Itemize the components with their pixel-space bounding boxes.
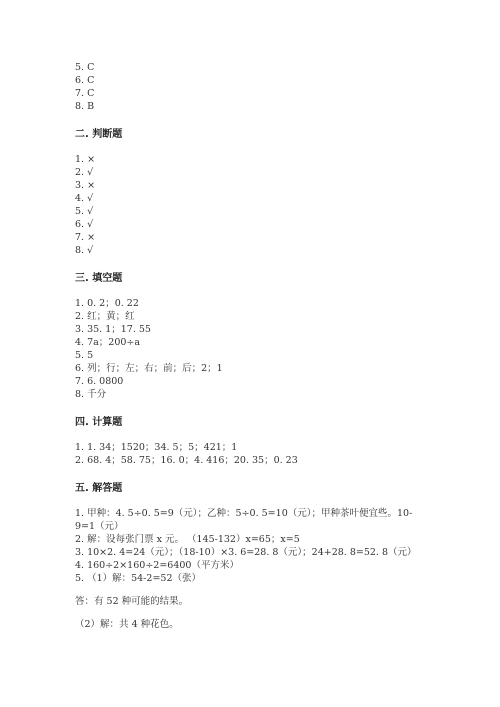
list-item: 5. C xyxy=(75,62,95,73)
list-item: 2. 68. 4；58. 75；16. 0；4. 416；20. 35；0. 23 xyxy=(75,455,298,466)
section-heading-word-problems: 五. 解答题 xyxy=(75,483,123,494)
list-item: 5. √ xyxy=(75,206,94,217)
list-item: 1. 1. 34；1520；34. 5；5；421；1 xyxy=(75,442,238,453)
list-item: 6. 列；行；左；右；前；后；2；1 xyxy=(75,363,223,374)
list-item: 1. 0. 2；0. 22 xyxy=(75,298,139,309)
list-item: 4. 7a；200÷a xyxy=(75,337,141,348)
list-item: 7. C xyxy=(75,88,95,99)
list-item: 3. × xyxy=(75,180,96,191)
list-item: 3. 10×2. 4=24（元）；（18-10）×3. 6=28. 8（元）；24+28. 8=52. 8（元） xyxy=(75,547,417,558)
list-item: 5. 5 xyxy=(75,350,94,361)
judgement-answers xyxy=(75,153,435,257)
list-item: 8. B xyxy=(75,101,95,112)
list-item: 5. （1）解：54-2=52（张） xyxy=(75,573,202,584)
answer-statement: 答：有 52 种可能的结果。 xyxy=(75,596,189,607)
answer-sheet xyxy=(75,61,435,631)
list-item: 6. C xyxy=(75,75,95,86)
answer-part-two: （2）解：共 4 种花色。 xyxy=(75,619,179,630)
list-item: 4. 160÷2×160÷2=6400（平方米） xyxy=(75,560,239,571)
list-item: 3. 35. 1；17. 55 xyxy=(75,324,151,335)
list-item: 8. 千分 xyxy=(75,389,107,400)
list-item: 2. 红；黄；红 xyxy=(75,311,135,322)
choice-answers xyxy=(75,61,435,113)
section-heading-judgement: 二. 判断题 xyxy=(75,129,123,140)
list-item: 1. 甲种：4. 5÷0. 5=9（元）；乙种：5÷0. 5=10（元）；甲种茶叶便宜些。10-9=1（元） xyxy=(75,508,413,532)
list-item: 6. √ xyxy=(75,219,94,230)
list-item: 2. 解：设每张门票 x 元。 （145-132）x=65；x=5 xyxy=(75,534,300,545)
section-heading-calculation: 四. 计算题 xyxy=(75,417,123,428)
list-item: 8. √ xyxy=(75,245,94,256)
list-item: 4. √ xyxy=(75,193,94,204)
section-heading-fill-in: 三. 填空题 xyxy=(75,273,123,284)
list-item: 2. √ xyxy=(75,167,94,178)
word-problem-answers xyxy=(75,507,435,585)
list-item: 7. × xyxy=(75,232,96,243)
list-item: 7. 6. 0800 xyxy=(75,376,124,387)
calculation-answers xyxy=(75,441,435,467)
fill-in-answers xyxy=(75,297,435,401)
list-item: 1. × xyxy=(75,154,96,165)
